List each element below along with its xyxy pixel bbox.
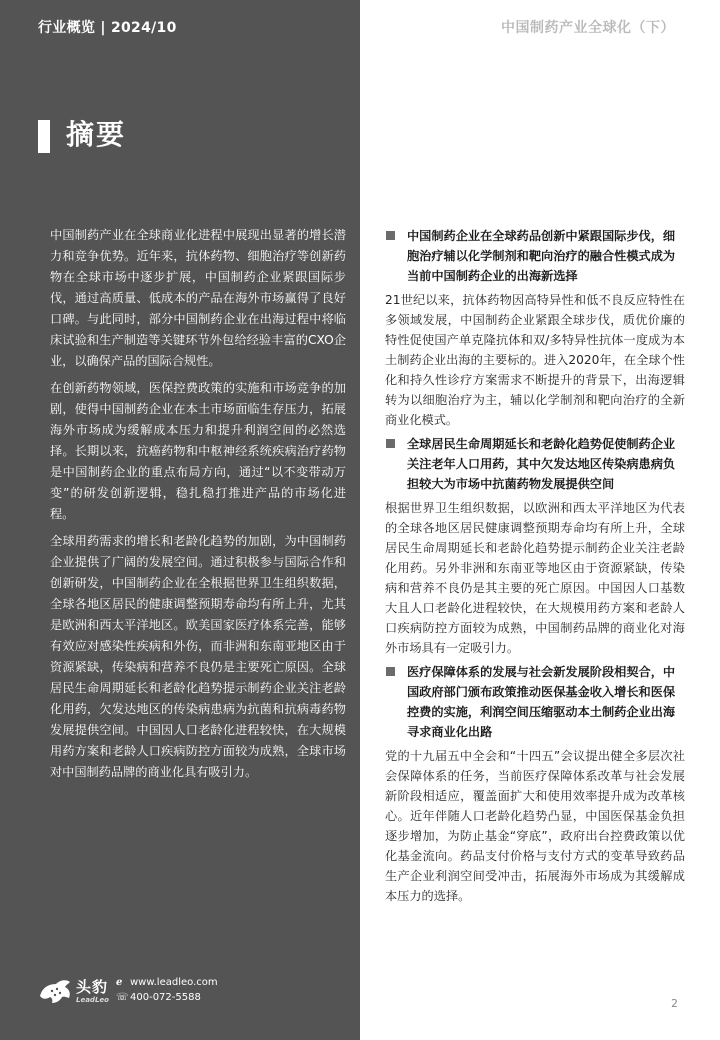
page-number: 2 [671, 997, 678, 1010]
summary-left-column [50, 225, 346, 789]
website-link[interactable]: www.leadleo.com [130, 977, 218, 988]
website-row [116, 975, 218, 990]
section-heading-text: 医疗保障体系的发展与社会新发展阶段相契合，中国政府部门颁布政策推动医保基金收入增长和医保控费的实施，利润空间压缩驱动本土制药企业出海寻求商业化出路 [407, 665, 676, 739]
contact-info [116, 975, 218, 1005]
summary-paragraph-3: 全球用药需求的增长和老龄化趋势的加剧，为中国制药企业提供了广阔的发展空间。通过积极参与国际合作和创新研发，中国制药企业在全根据世界卫生组织数据，全球各地区居民的健康调整预期寿命均有所上升，尤其是欧洲和西太平洋地区。欧美国家医疗体系完善，能够有效应对感染性疾病和外伤，而非洲和东南亚地区由于资源紧缺，传染病和营养不良仍是主要死亡原因。全球居民生命周期延长和老龄化趋势提示制药企业关注老龄化用药，欠发达地区的传染病患病为抗菌和抗病毒药物发展提供空间。中国因人口老龄化进程较快，在大规模用药方案和老龄人口疾病防控方面较为成熟，全球市场对中国制药品牌的商业化具有吸引力。 [50, 534, 346, 779]
summary-paragraph-1: 中国制药产业在全球商业化进程中展现出显著的增长潜力和竞争优势。近年来，抗体药物、细胞治疗等创新药物在全球市场中逐步扩展，中国制药企业紧跟国际步伐，通过高质量、低成本的产品在海外市场赢得了良好口碑。与此同时，部分中国制药企业在出海过程中将临床试验和生产制造等关键环节外包给经验丰富的CXO企业，以确保产品的国际合规性。 [50, 228, 346, 368]
title-accent-bar [38, 120, 50, 153]
section-heading-2 [385, 434, 685, 494]
section-body-1: 21世纪以来，抗体药物因高特异性和低不良反应特性在多领域发展，中国制药企业紧跟全球步伐，质优价廉的特性促使国产单克隆抗体和双/多特异性抗体一度成为本土制药企业出海的主要标的。进入2020年，在全球个性化和持久性诊疗方案需求不断提升的背景下，出海逻辑转为以细胞治疗为主，辅以化学制剂和靶向治疗的全新商业化模式。 [385, 293, 685, 427]
section-heading-1 [385, 226, 685, 286]
phone-number: 400-072-5588 [130, 992, 201, 1003]
summary-right-column [385, 226, 685, 910]
leopard-logo-icon [38, 976, 74, 1006]
phone-row [116, 990, 218, 1005]
globe-e-icon: ℯ [116, 977, 123, 988]
square-bullet-icon [386, 667, 395, 676]
report-title: 中国制药产业全球化（下） [501, 20, 675, 36]
section-body-2: 根据世界卫生组织数据，以欧洲和西太平洋地区为代表的全球各地区居民健康调整预期寿命均有所上升，全球居民生命周期延长和老龄化趋势提示制药企业关注老龄化用药。另外非洲和东南亚等地区由于资源紧缺，传染病和营养不良仍是其主要的死亡原因。中国因人口基数大且人口老龄化进程较快，在大规模用药方案和老龄人口疾病防控方面较为成熟，中国制药品牌的商业化对海外市场具有一定吸引力。 [385, 501, 685, 655]
section-body-3: 党的十九届五中全会和“十四五”会议提出健全多层次社会保障体系的任务，当前医疗保障体系改革与社会发展新阶段相适应，覆盖面扩大和使用效率提升成为改革核心。近年伴随人口老龄化趋势凸显，中国医保基金负担逐步增加，为防止基金“穿底”，政府出台控费政策以优化基金流向。药品支付价格与支付方式的变革导致药品生产企业利润空间受冲击，拓展海外市场成为其缓解成本压力的选择。 [385, 749, 685, 903]
page-title: 摘要 [66, 118, 127, 151]
square-bullet-icon [386, 231, 395, 240]
logo-chinese-text: 头豹 [76, 978, 109, 996]
phone-icon: ☏ [116, 992, 129, 1003]
section-heading-text: 全球居民生命周期延长和老龄化趋势促使制药企业关注老年人口用药，其中欠发达地区传染病患病负担较大为市场中抗菌药物发展提供空间 [407, 437, 676, 491]
section-heading-text: 中国制药企业在全球药品创新中紧跟国际步伐，细胞治疗辅以化学制剂和靶向治疗的融合性模式成为当前中国制药企业的出海新选择 [407, 229, 676, 283]
logo-english-text: LeadLeo [76, 996, 109, 1004]
section-heading-3 [385, 662, 685, 742]
report-category-date: 行业概览 | 2024/10 [38, 20, 177, 36]
summary-paragraph-2: 在创新药物领域，医保控费政策的实施和市场竞争的加剧，使得中国制药企业在本土市场面临生存压力，拓展海外市场成为缓解成本压力和提升利润空间的必然选择。长期以来，抗癌药物和中枢神经系统疾病治疗药物是中国制药企业的重点布局方向，通过“以不变带动万变”的研发创新逻辑，稳扎稳打推进产品的市场化进程。 [50, 381, 346, 521]
square-bullet-icon [386, 439, 395, 448]
